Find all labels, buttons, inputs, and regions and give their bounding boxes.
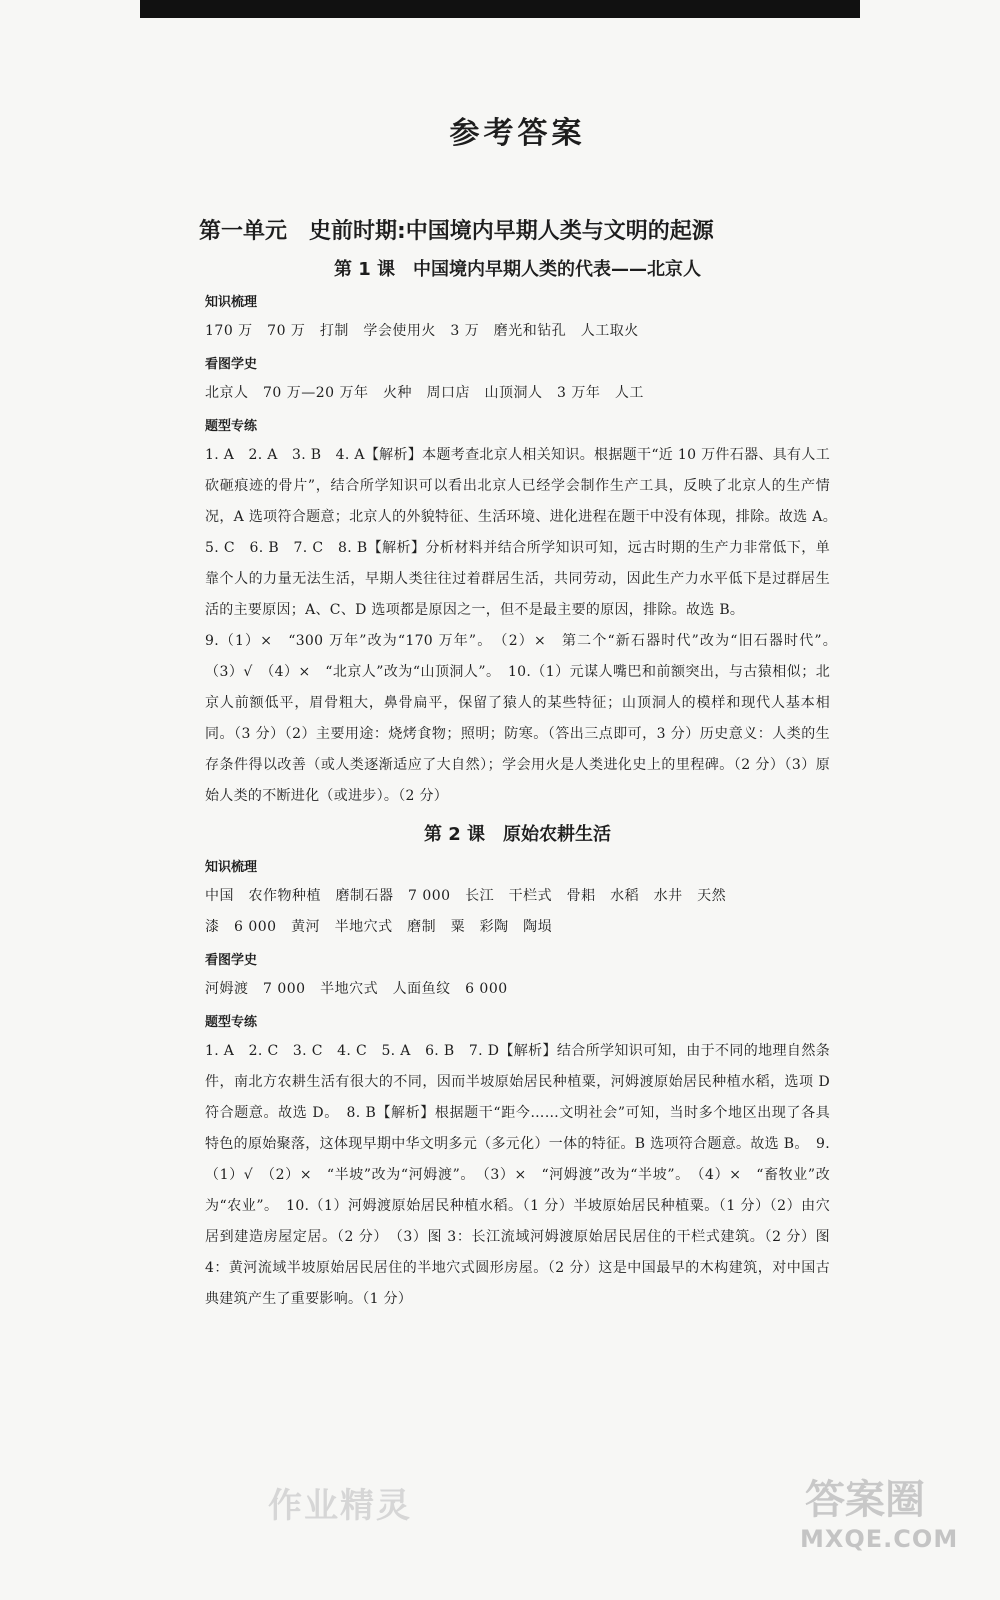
unit-title: 第一单元 史前时期:中国境内早期人类与文明的起源 bbox=[199, 219, 714, 244]
lesson-2-picture-heading: 看图学史 bbox=[205, 953, 258, 968]
lesson-1-knowledge-heading: 知识梳理 bbox=[205, 295, 258, 310]
lesson-2-practice-answers: 1. A 2. C 3. C 4. C 5. A 6. B 7. D【解析】结合所学知识可知，由于不同的地理自然条件，南北方农耕生活有很大的不同，因而半坡原始居民种植粟，河姆渡原始居民种植水稻，选项 D 符合题意。故选 D。 8. B【解析】根据题干“距今……文明社会”可知，当时多个地区出现了各具特色的原始聚落，这体现早期中华文明多元（多元化）一体的特征。B 选项符合题意。故选 B。 9.（1）√ （2）× “半坡”改为“河姆渡”。 （3）× “河姆渡”改为“半坡”。 （4）× “畜牧业”改为“农业”。 10.（1）河姆渡原始居民种植水稻。（1 分）半坡原始居民种植粟。（1 分）（2）由穴居到建造房屋定居。（2 分） （3）图 3：长江流域河姆渡原始居民居住的干栏式建筑。（2 分）图 4：黄河流域半坡原始居民居住的半地穴式圆形房屋。（2 分）这是中国最早的木构建筑，对中国古典建筑产生了重要影响。（1 分） bbox=[205, 1043, 830, 1307]
lesson-1-picture-heading: 看图学史 bbox=[205, 357, 258, 372]
lesson-1-picture-answers: 北京人 70 万—20 万年 火种 周口店 山顶洞人 3 万年 人工 bbox=[205, 385, 644, 401]
lesson-2-practice-heading: 题型专练 bbox=[205, 1015, 258, 1030]
lesson-1-knowledge-answers: 170 万 70 万 打制 学会使用火 3 万 磨光和钻孔 人工取火 bbox=[205, 323, 639, 339]
lesson-1-practice-heading: 题型专练 bbox=[205, 419, 258, 434]
lesson-2-knowledge-answers-b: 漆 6 000 黄河 半地穴式 磨制 粟 彩陶 陶埙 bbox=[205, 919, 553, 935]
page-title: 参考答案 bbox=[449, 116, 586, 151]
lesson-1-practice-answers-a: 1. A 2. A 3. B 4. A【解析】本题考查北京人相关知识。根据题干“近 10 万件石器、具有人工砍砸痕迹的骨片”，结合所学知识可以看出北京人已经学会制作生产工具，反映了北京人的生产情况，A 选项符合题意；北京人的外貌特征、生活环境、进化进程在题干中没有体现，排除。故选 A。 5. C 6. B 7. C 8. B【解析】分析材料并结合所学知识可知，远古时期的生产力非常低下，单靠个人的力量无法生活，早期人类往往过着群居生活，共同劳动，因此生产力水平低下是过群居生活的主要原因；A、C、D 选项都是原因之一，但不是最主要的原因，排除。故选 B。 bbox=[205, 447, 845, 618]
lesson-1-title: 第 1 课 中国境内早期人类的代表——北京人 bbox=[333, 259, 702, 280]
answer-page bbox=[199, 108, 845, 1315]
lesson-1-practice-answers-b: 9.（1）× “300 万年”改为“170 万年”。 （2）× 第二个“新石器时代”改为“旧石器时代”。 （3）√ （4）× “北京人”改为“山顶洞人”。 10.（1）元谋人嘴巴和前额突出，与古猿相似；北京人前额低平，眉骨粗大，鼻骨扁平，保留了猿人的某些特征；山顶洞人的模样和现代人基本相同。（3 分）（2）主要用途：烧烤食物；照明；防寒。（答出三点即可，3 分）历史意义：人类的生存条件得以改善（或人类逐渐适应了大自然）；学会用火是人类进化史上的里程碑。（2 分）（3）原始人类的不断进化（或进步）。（2 分） bbox=[205, 633, 845, 804]
lesson-2-picture-answers: 河姆渡 7 000 半地穴式 人面鱼纹 6 000 bbox=[205, 981, 508, 997]
lesson-2-knowledge-answers-a: 中国 农作物种植 磨制石器 7 000 长江 干栏式 骨耜 水稻 水井 天然 bbox=[205, 888, 727, 904]
top-edge-bar bbox=[140, 0, 860, 18]
lesson-2-title: 第 2 课 原始农耕生活 bbox=[423, 824, 612, 845]
watermark-mxqe: MXQE.COM bbox=[800, 1525, 959, 1553]
watermark-daanquan: 答案圈 bbox=[805, 1477, 925, 1523]
lesson-2-knowledge-heading: 知识梳理 bbox=[205, 860, 258, 875]
watermark-zuoye-jingling: 作业精灵 bbox=[268, 1486, 412, 1526]
